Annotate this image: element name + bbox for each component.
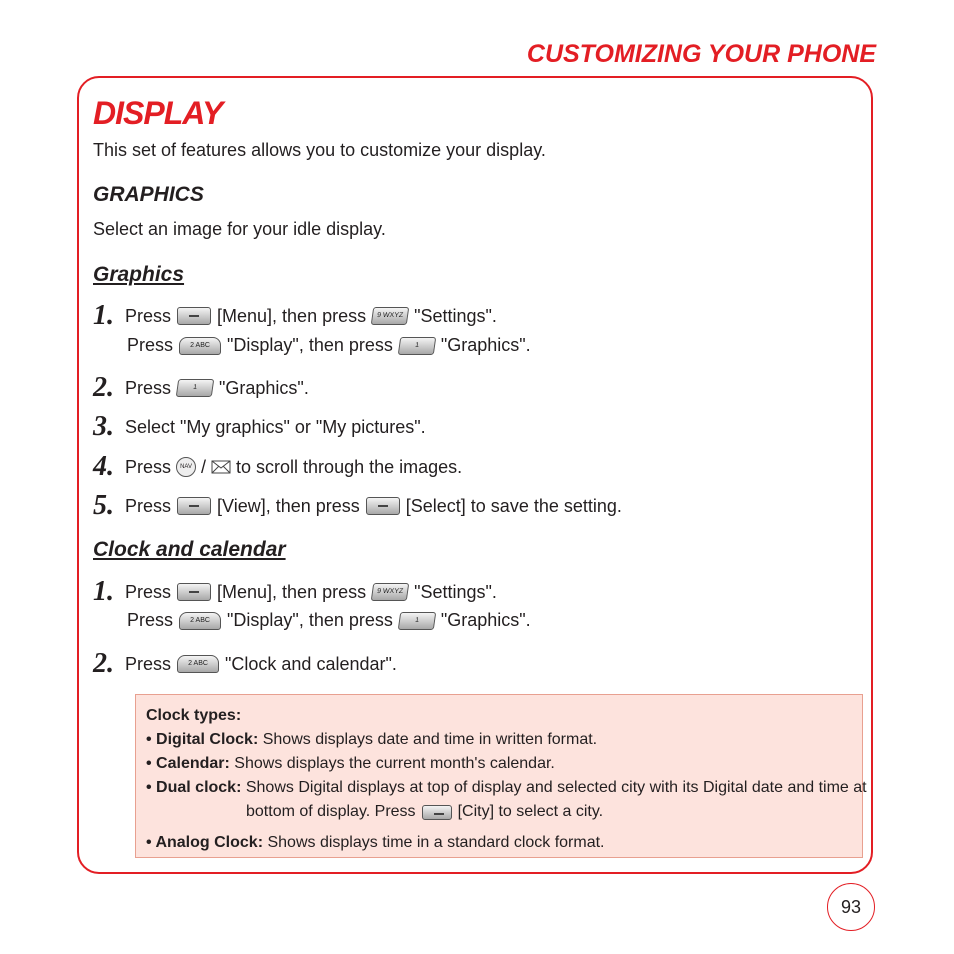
clock-step-2 [93,648,397,680]
graphics-step-1-cont [127,335,531,356]
note-label: • Digital Clock: [146,731,259,748]
note-item-dual-cont [246,803,603,821]
note-item-calendar [146,755,555,773]
key-1-icon: 1 [398,612,437,630]
key-9-icon: 9 WXYZ [371,583,410,601]
step-text: "Clock and calendar". [225,653,397,674]
graphics-step-3 [93,411,426,443]
step-text: "Display", then press [227,610,393,630]
step-text: Press [127,335,174,355]
graphics-step-5 [93,490,622,522]
note-text: Shows displays time in a standard clock format. [267,834,605,851]
subheading-clock: Clock and calendar [93,538,286,561]
note-item-digital [146,731,597,749]
note-text: bottom of display. Press [246,803,416,820]
step-text: "Settings". [414,305,497,326]
clock-step-1 [93,576,497,608]
note-text: Shows displays the current month's calendar. [234,755,555,772]
step-text: "Display", then press [227,335,393,355]
graphics-step-4 [93,451,462,483]
step-text: "Graphics". [440,335,531,355]
envelope-icon [211,460,231,474]
note-item-dual [146,779,867,797]
step-number: 3. [93,411,114,442]
step-number: 5. [93,490,114,521]
step-text: [View], then press [217,495,360,516]
step-number: 2. [93,648,114,679]
key-2-icon: 2 ABC [177,655,219,673]
softkey-icon [422,805,452,820]
note-label: • Analog Clock: [146,834,264,851]
step-number: 1. [93,300,114,331]
note-text: [City] to select a city. [457,803,604,820]
left-softkey-icon [177,497,211,515]
subheading-graphics: Graphics [93,263,185,286]
step-text: Press [125,377,172,398]
step-text: Press [125,305,172,326]
note-label: • Calendar: [146,755,230,772]
step-text: [Menu], then press [217,581,367,602]
step-text: Select "My graphics" or "My pictures". [125,416,426,437]
step-text: Press [125,653,172,674]
page-title: DISPLAY [93,95,223,131]
note-title: Clock types: [146,707,242,724]
key-9-icon: 9 WXYZ [371,307,410,325]
graphics-step-2 [93,372,309,404]
step-text: Press [125,581,172,602]
note-label: • Dual clock: [146,779,242,796]
right-softkey-icon [366,497,400,515]
key-2-icon: 2 ABC [179,337,221,355]
step-text: / [201,456,207,477]
step-number: 1. [93,576,114,607]
step-text: [Select] to save the setting. [405,495,622,516]
step-text: "Graphics". [440,610,531,630]
clock-step-1-cont [127,610,531,631]
clock-types-note [135,694,867,858]
step-text: [Menu], then press [217,305,367,326]
step-text: Press [125,495,172,516]
step-text: Press [125,456,172,477]
intro-text: This set of features allows you to customize your display. [93,140,546,160]
section-heading: GRAPHICS [93,183,204,206]
graphics-step-1 [93,300,497,332]
key-1-icon: 1 [398,337,437,355]
step-number: 2. [93,372,114,403]
note-text: Shows Digital displays at top of display and selected city with its Digital date and time at [245,779,867,796]
section-header: CUSTOMIZING YOUR PHONE [526,40,876,68]
left-softkey-icon [177,583,211,601]
key-2-icon: 2 ABC [179,612,221,630]
section-description: Select an image for your idle display. [93,219,386,239]
key-1-icon: 1 [176,379,215,397]
step-text: "Settings". [414,581,497,602]
step-number: 4. [93,451,114,482]
page-number: 93 [827,883,875,931]
left-softkey-icon [177,307,211,325]
note-item-analog [146,834,605,852]
nav-key-icon: NAV [176,457,196,477]
step-text: to scroll through the images. [236,456,463,477]
step-text: "Graphics". [219,377,309,398]
note-text: Shows displays date and time in written format. [262,731,598,748]
step-text: Press [127,610,174,630]
